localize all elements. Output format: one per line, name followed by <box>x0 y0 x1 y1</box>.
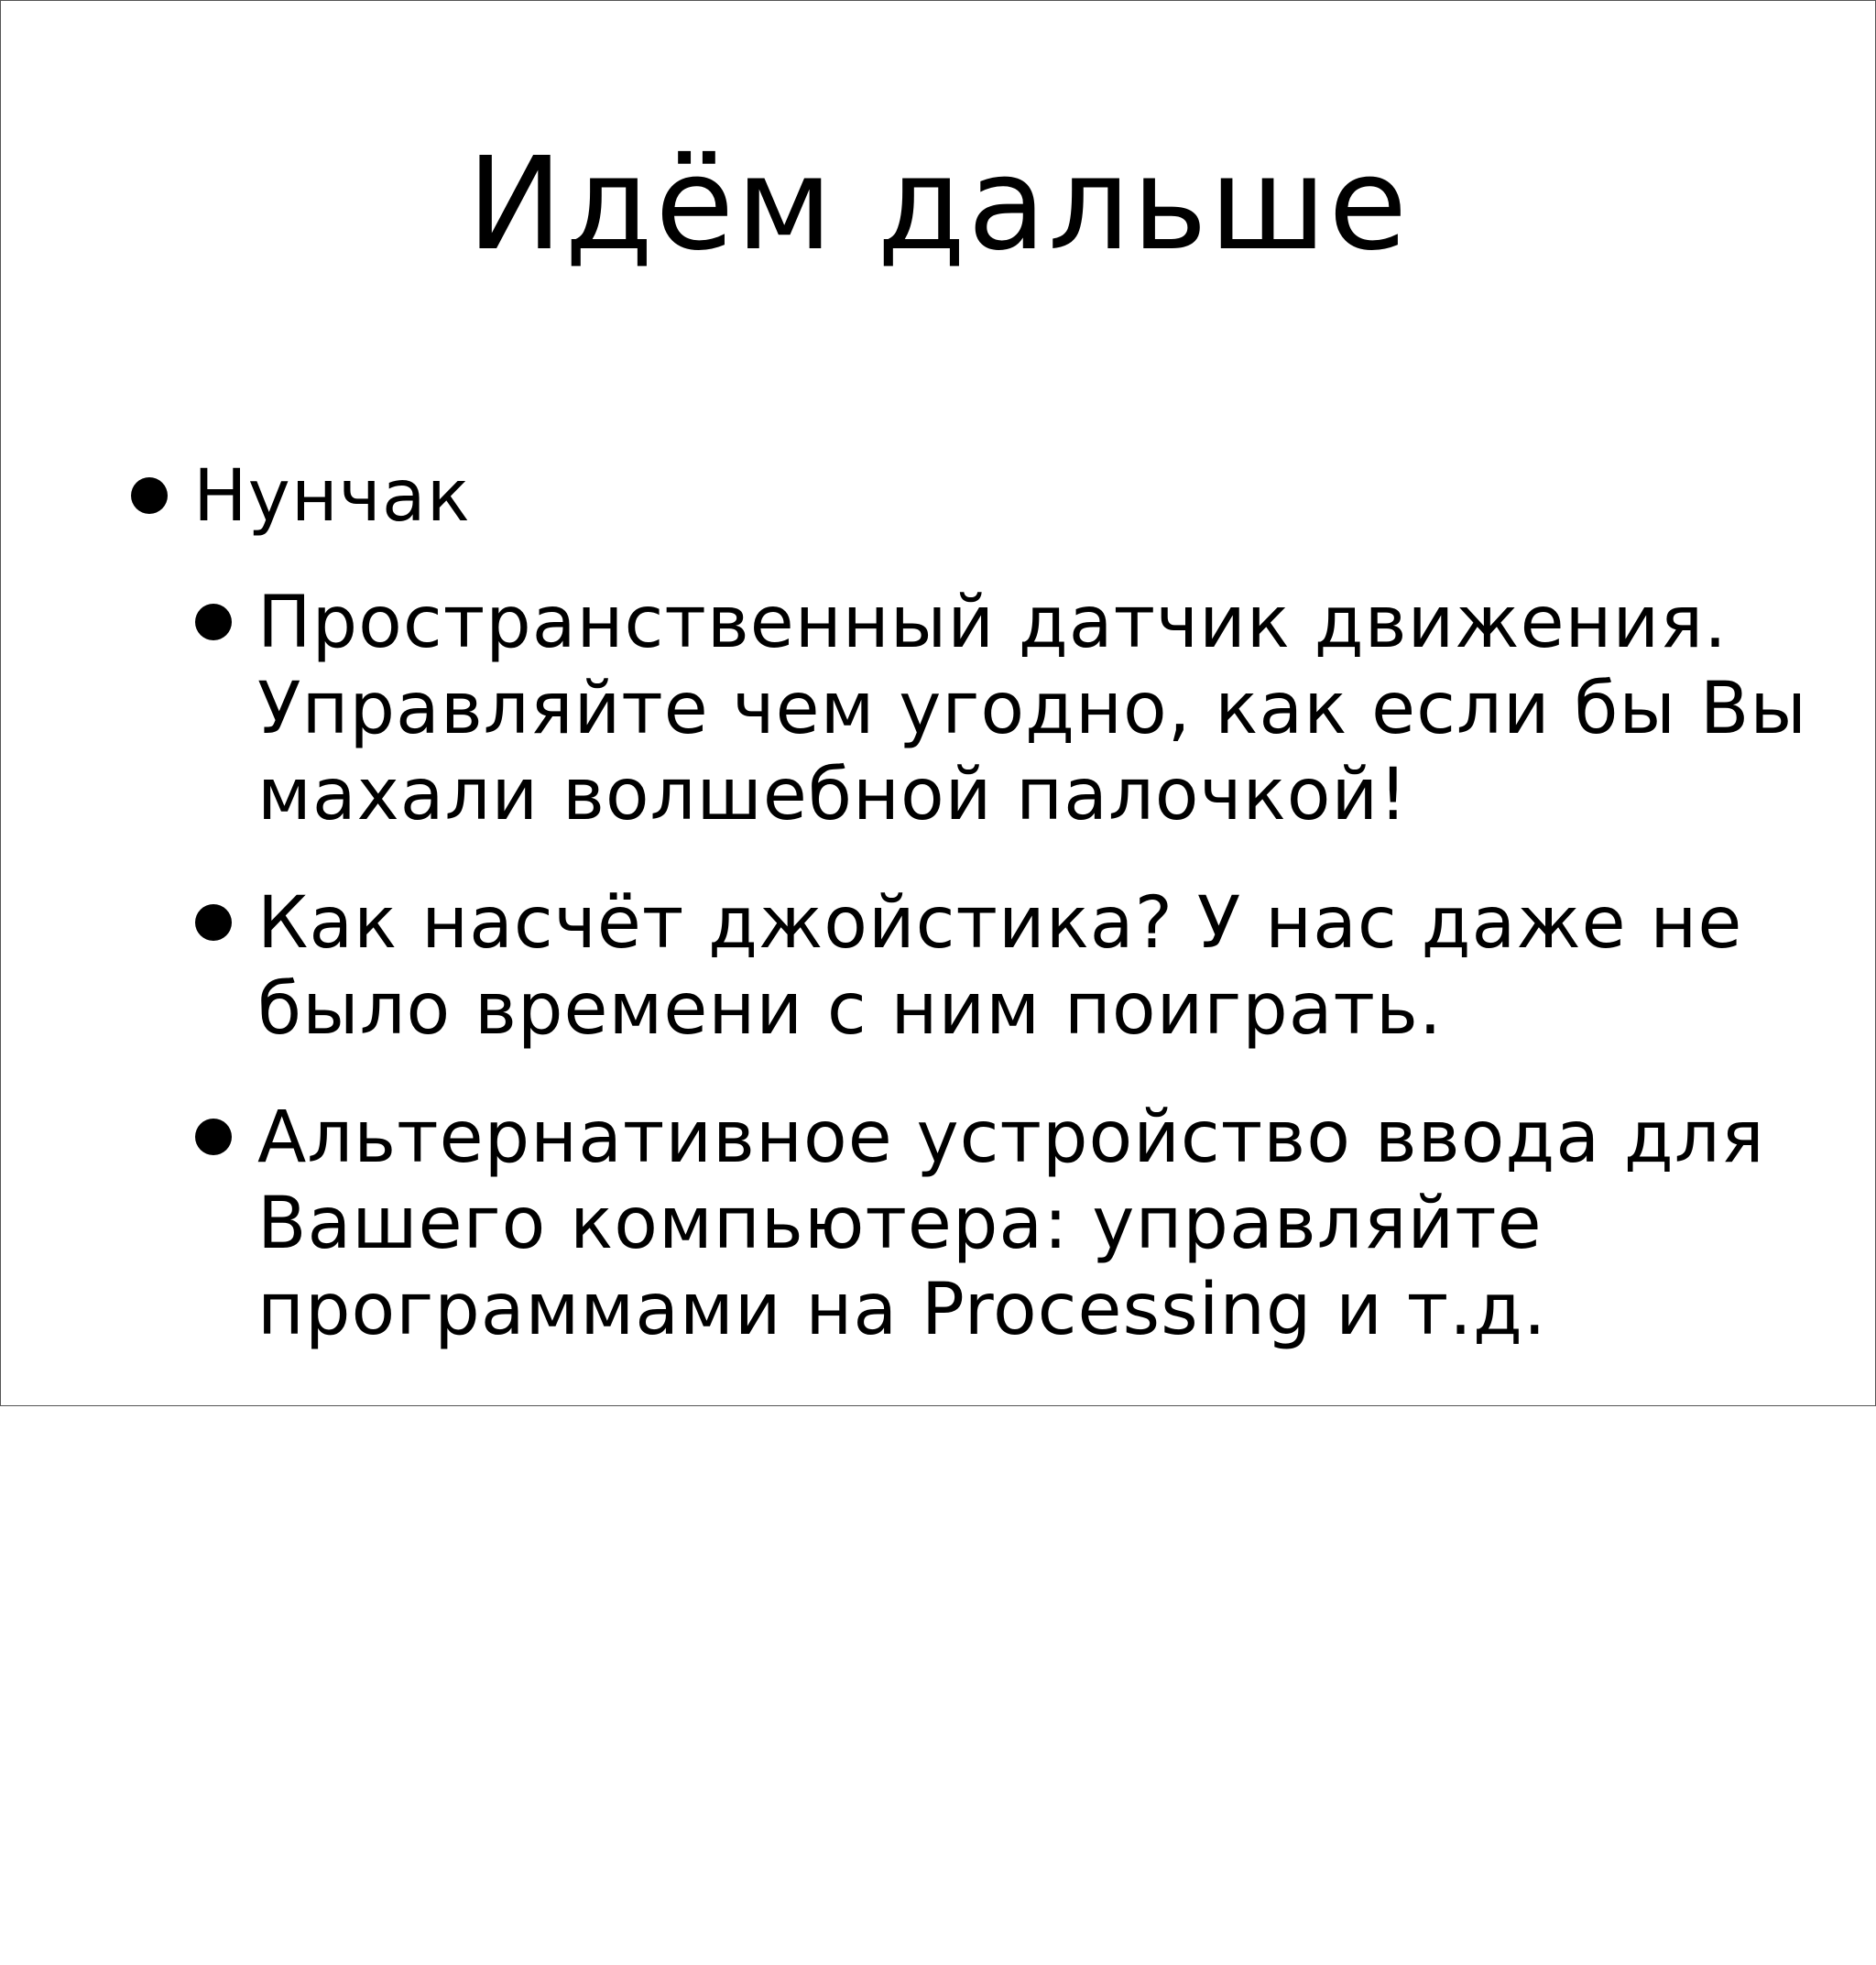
bullet-dot-icon <box>195 604 232 640</box>
bullet-dot-icon <box>195 1119 232 1155</box>
bullet-item-nunchuk: Нунчак <box>193 455 471 538</box>
bullet-dot-icon <box>131 477 168 514</box>
sub-bullet-joystick: Как насчёт джойстика? У нас даже не было времени с ним поиграть. <box>257 882 1743 1051</box>
sub-bullet-input-device: Альтернативное устройство ввода для Вашего компьютера: управляйте программами на Processing и т.д. <box>257 1097 1765 1351</box>
sub-bullet-motion-sensor: Пространственный датчик движения. Управляйте чем угодно, как если бы Вы махали волшебной палочкой! <box>257 582 1807 836</box>
bullet-dot-icon <box>195 904 232 941</box>
slide-title: Идём дальше <box>466 130 1410 279</box>
